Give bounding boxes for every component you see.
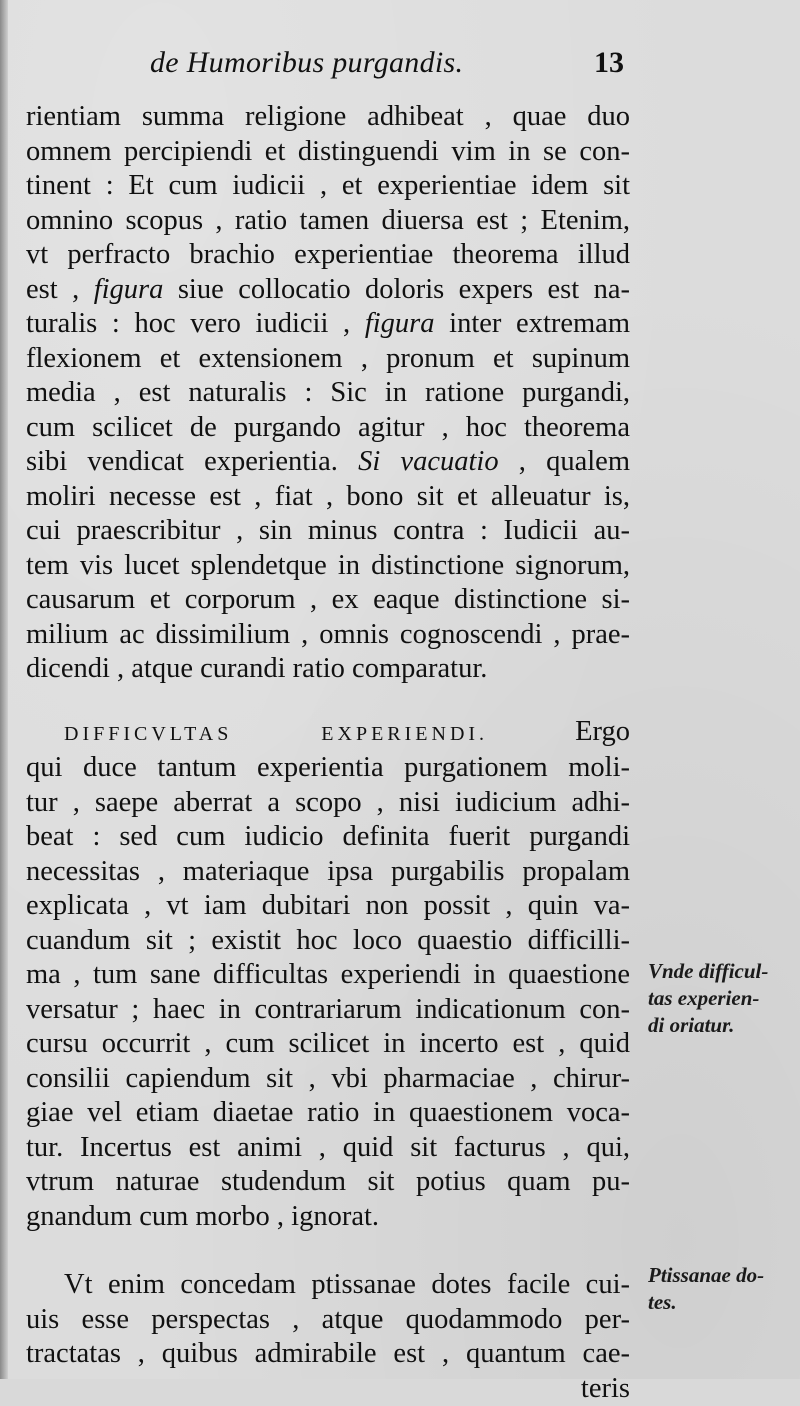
text-run: inter extremam	[435, 308, 630, 339]
text-line: omnino scopus , ratio tamen diuersa est ; Etenim,	[26, 204, 630, 239]
italic-term: figura	[94, 274, 164, 305]
text-line: causarum et corporum , ex eaque distinctione si-	[26, 583, 630, 618]
text-line: explicata , vt iam dubitari non possit , quin va-	[26, 889, 630, 924]
italic-phrase: Si vacuatio	[358, 446, 499, 477]
text-line: cursu occurrit , cum scilicet in incerto est , quid	[26, 1027, 630, 1062]
page-header	[0, 46, 800, 90]
page-binding-edge	[0, 0, 8, 1379]
text-run: est ,	[26, 274, 94, 305]
section-heading: DIFFICVLTAS EXPERIENDI.	[64, 723, 488, 745]
margin-note-line: di oriatur.	[648, 1012, 798, 1039]
text-line: cuandum sit ; existit hoc loco quaestio difficilli-	[26, 924, 630, 959]
margin-note-line: tas experien-	[648, 985, 798, 1012]
text-line: necessitas , materiaque ipsa purgabilis propalam	[26, 855, 630, 890]
text-line: ma , tum sane difficultas experiendi in quaestione	[26, 958, 630, 993]
text-line: giae vel etiam diaetae ratio in quaestionem voca-	[26, 1096, 630, 1131]
section-heading-line	[26, 715, 630, 752]
text-line: moliri necesse est , fiat , bono sit et alleuatur is,	[26, 480, 630, 515]
text-line: tinent : Et cum iudicii , et experientiae idem sit	[26, 169, 630, 204]
text-line: gnandum cum morbo , ignorat.	[26, 1200, 630, 1235]
running-title: de Humoribus purgandis.	[150, 46, 463, 80]
text-line: omnem percipiendi et distinguendi vim in se con-	[26, 135, 630, 170]
text-line: tur. Incertus est animi , quid sit facturus , qui,	[26, 1131, 630, 1166]
margin-note	[648, 1262, 798, 1316]
text-line	[26, 307, 630, 342]
text-line: dicendi , atque curandi ratio comparatur.	[26, 652, 630, 687]
text-line: tem vis lucet splendetque in distinctione signorum,	[26, 549, 630, 584]
text-line: uis esse perspectas , atque quodammodo per-	[26, 1303, 630, 1338]
text-line: cui praescribitur , sin minus contra : Iudicii au-	[26, 514, 630, 549]
text-line: versatur ; haec in contrariarum indicationum con-	[26, 993, 630, 1028]
text-line: vtrum naturae studendum sit potius quam pu-	[26, 1165, 630, 1200]
text-line	[26, 445, 630, 480]
text-line: consilii capiendum sit , vbi pharmaciae , chirur-	[26, 1062, 630, 1097]
text-line: flexionem et extensionem , pronum et supinum	[26, 342, 630, 377]
text-line: rientiam summa religione adhibeat , quae duo	[26, 100, 630, 135]
text-line: Vt enim concedam ptissanae dotes facile cui-	[26, 1268, 630, 1303]
margin-note	[648, 958, 798, 1039]
italic-term: figura	[365, 308, 435, 339]
text-run: turalis : hoc vero iudicii ,	[26, 308, 365, 339]
text-line: tractatas , quibus admirabile est , quantum cae-	[26, 1337, 630, 1372]
text-line	[26, 273, 630, 308]
text-line: milium ac dissimilium , omnis cognoscendi , prae-	[26, 618, 630, 653]
text-run: , qualem	[499, 446, 630, 477]
text-run: sibi vendicat experientia.	[26, 446, 358, 477]
text-line: beat : sed cum iudicio definita fuerit purgandi	[26, 820, 630, 855]
text-line: media , est naturalis : Sic in ratione purgandi,	[26, 376, 630, 411]
page-number: 13	[594, 46, 624, 80]
catchword: teris	[26, 1372, 630, 1406]
text-line: qui duce tantum experientia purgationem moli-	[26, 751, 630, 786]
text-run: siue collocatio doloris expers est na-	[163, 274, 630, 305]
text-line: cum scilicet de purgando agitur , hoc theorema	[26, 411, 630, 446]
text-run: Ergo	[488, 716, 630, 747]
text-line: tur , saepe aberrat a scopo , nisi iudicium adhi-	[26, 786, 630, 821]
margin-note-line: Vnde difficul-	[648, 958, 798, 985]
body-text	[26, 100, 630, 1406]
margin-note-line: tes.	[648, 1289, 798, 1316]
text-line: vt perfracto brachio experientiae theorema illud	[26, 238, 630, 273]
margin-note-line: Ptissanae do-	[648, 1262, 798, 1289]
